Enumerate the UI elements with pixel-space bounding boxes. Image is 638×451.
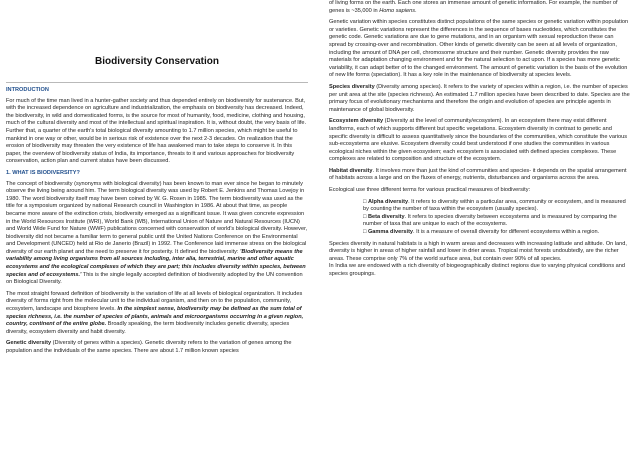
- ecological-terms-intro: Ecological use three different terms for various practical measures of biodiversity:: [329, 187, 531, 194]
- habitat-diversity-label: Habitat diversity: [329, 167, 373, 174]
- habitat-diversity-paragraph: [329, 168, 631, 183]
- gamma-diversity-label: Gamma diversity: [367, 229, 414, 236]
- alpha-diversity-text: . It refers to diversity within a particular area, community or ecosystem, and is measured by counting the number of taxa within the ecosystem (usually species).: [363, 198, 626, 213]
- square-bullet-icon: □: [363, 213, 367, 220]
- document-title: Biodiversity Conservation: [95, 56, 219, 67]
- beta-diversity-item: [329, 214, 631, 229]
- species-diversity-text: (Diversity among species). It refers to the variety of species within a region, i.e. the number of species per unit area at the site (species richness). An estimated 1.7 million species have been described to date. Species are the primary focus of evolutionary mechanisms and therefore the origin and evolution of species are principle agents in maintenance of global biodiversity.: [329, 83, 630, 113]
- genetic-variation-paragraph: Genetic variation within species constitutes distinct populations of the same species or genetic variation within population or varieties. Genetic variations represent the differences in the sequence of bases nucleotides, which constitutes the genetic code. Genetic variations are due to gene mutations, and in an organism with sexual reproduction these can spread by crossing-over and recombination. Other kinds of genetic diversity can be seen at all levels of organization, including the amount of DNA per cell, chromosome structure and their number. Genetic diversity provides the raw materials for adaptation changing environment and for the natural selection to act upon. If a species has more genetic variability, it can adapt better of to the changed environment. The amount of genetic variation is the basis of the evolution of new life forms (speciation). It has a key role in the maintenance of biodiversity at species levels.: [329, 19, 629, 79]
- intro-paragraph: For much of the time man lived in a hunter-gather society and thus depended entirely on biodiversity for sustenance. But, with the increased dependence on agriculture and industrialization, the emphasis on biodiversity has decreased. Indeed, the biodiversity, in wild and domesticated forms, is the source for most of humanity, food, medicine, clothing and housing, much of the cultural diversity and most of the intellectual and spiritual inspiration. It is, without doubt, the very basis of life. Further that, a quarter of the earth's total biological diversity amounting to 1.7 million species, which might be useful to mankind in one way or other, would be in serious risk of existence over the next 2-3 decades. On realization that the erosion of biodiversity may threaten the very existence of life has awakened man to take steps to conserve it. In this paper, the overview of biodiversity status of India, its importance, threats to it and various approaches for biodiversity conservation, action plan and current status have been discussed.: [6, 97, 307, 165]
- homo-sapiens-term: Homo sapiens: [379, 7, 415, 14]
- alpha-diversity-label: Alpha diversity: [367, 198, 409, 205]
- genetic-continued-end: .: [415, 7, 417, 14]
- genetic-continued-paragraph: [329, 0, 631, 15]
- gamma-diversity-text: . It is a measure of overall diversity for different ecosystems within a region.: [413, 229, 600, 236]
- broad-quote: In the simplest sense, biodiversity may be defined as the sum total of species richness, i.e. the number of species of plants, animals and microorganisms occurring in a given region, country, continent of the entire globe.: [6, 306, 304, 328]
- natural-habitats-paragraph: Species diversity in natural habitats is a high in warm areas and decreases with increasing latitude and altitude. On land, diversity is higher in areas of higher rainfall and lower in drier areas. Tropical moist forests undoubtedly, are the richer areas. These comprise only 7% of the world surface area, but contain over 90% of all species.: [329, 240, 627, 262]
- square-bullet-icon: □: [363, 198, 367, 205]
- beta-diversity-text: . It refers to species diversity between ecosystems and is measured by comparing the number of taxa that are unique to each of the ecosystems.: [363, 213, 617, 228]
- species-diversity-paragraph: [329, 84, 631, 114]
- alpha-diversity-item: [329, 199, 631, 214]
- section-heading-introduction: INTRODUCTION: [6, 87, 49, 93]
- section-heading-what-is-biodiversity: 1. WHAT IS BIODIVERSITY?: [6, 169, 80, 176]
- genetic-continued-text: of living forms on the earth. Each one stores an immense amount of genetic information. For example, the number of genes is ~35,000 in: [329, 0, 618, 14]
- left-column: [6, 0, 308, 360]
- definition-paragraph: [6, 181, 308, 287]
- genetic-diversity-label: Genetic diversity: [6, 340, 52, 347]
- habitat-diversity-text: . It involves more than just the kind of communities and species- it depends on the spatial arrangement of habitats across a large and on the fluxes of energy, nutrients, disturbances and organisms across the area.: [329, 167, 627, 182]
- definition-text-end: This is the single legally accepted definition of biodiversity adopted by the UN convention on Biological Diversity.: [6, 271, 303, 286]
- ecosystem-diversity-paragraph: [329, 118, 631, 164]
- square-bullet-icon: □: [363, 229, 367, 236]
- ecosystem-diversity-text: (Diversity at the level of community/ecosystem). In an ecosystem there may exist different landforms, each of which supports different but specific vegetations. Ecosystem diversity in contrast to genetic and specific diversity is difficult to assess quantitatively since the boundaries of the communities, which constitute the various sub-ecosystems are elusive. Ecosystem diversity could best understood if one studies the communities in various ecological niches within the given ecosystem; each ecosystem is associated with defined species complexes. These complexes are related to composition and structure of the ecosystem.: [329, 118, 628, 163]
- definition-quote: 'Biodiversity means the variability among living organisms from all sources including, inter alia, terrestrial, marine and other aquatic ecosystems and the ecological complexes of which they are part; this includes diversity within species, between species and of ecosystems.': [6, 248, 306, 278]
- ecosystem-diversity-label: Ecosystem diversity: [329, 118, 384, 125]
- gamma-diversity-item: [329, 229, 631, 237]
- broad-definition-paragraph: [6, 291, 308, 337]
- title-divider: [6, 82, 308, 83]
- genetic-diversity-text: (Diversity of genes within a species). Genetic diversity refers to the variation of genes among the population and the individuals of the same species. There are about 1.7 million known species: [6, 340, 292, 354]
- beta-diversity-label: Beta diversity: [367, 213, 405, 220]
- definition-text-start: The concept of biodiversity (synonyms with biological diversity) has been known to man ever since he began to minutely observe the living being around him. The term biological diversity was used by Robert E. Jenkins and Thomas Lovejoy in 1980. The word biodiversity itself may have been coined by W. G. Rosen in 1985. The term biodiversity was used as the title for a symposium organized by national Research council in Washington in 1986. At about that time, as people became more aware of the extinction crisis, biodiversity emerged as a significant issue. It was given concrete expression in the World Resources Institute (WRI), World Bank (WB), International Union of Nature and Natural Resources (IUCN) and World Wide Fund for Nature (WWF) publications concerned with conservation of world's biological diversity. However, biodiversity did not became a familiar term to general public until the United Nations Conference on the Environmental and Development (UNCED) held at Rio de Janerio (Brazil) in 1992. The Conference laid immense stress on the biological diversity of our earth planet and the need to preserve it for posterity. It defined the biodiversity:: [6, 180, 308, 255]
- genetic-diversity-paragraph: [6, 340, 308, 355]
- right-column: [329, 0, 631, 279]
- broad-text-end: Broadly speaking, the term biodiversity includes genetic diversity, species diversity, ecosystem diversity and habit diversity.: [6, 321, 290, 335]
- species-diversity-label: Species diversity: [329, 83, 375, 90]
- broad-text-start: The most straight forward definition of biodiversity is the variation of life at all levels of biological organization. It includes diversity of forms right from the molecular unit to the individual organism, and then on to the population, community, ecosystem, landscape and biosphere levels.: [6, 290, 303, 313]
- india-paragraph: In India we are endowed with a rich diversity of biogeographically distinct regions due to varying physical conditions and species groupings.: [329, 263, 626, 277]
